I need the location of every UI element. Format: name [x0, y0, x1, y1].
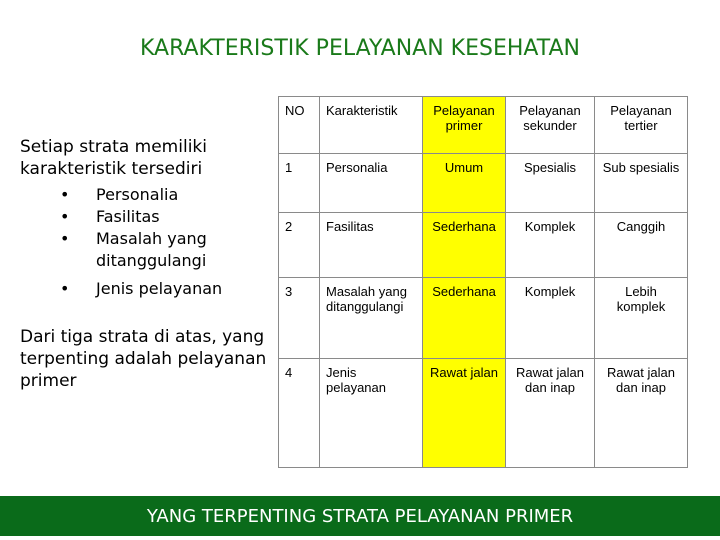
- bullet-label: Fasilitas: [96, 207, 160, 226]
- table-cell: Rawat jalan dan inap: [595, 359, 688, 468]
- footer-banner: [0, 496, 720, 536]
- bullet-label: Jenis pelayanan: [96, 279, 223, 298]
- table-cell: Canggih: [595, 213, 688, 278]
- table-row: [279, 154, 688, 213]
- intro-text: Setiap strata memiliki karakteristik tersediri: [20, 137, 207, 179]
- bullet-label: Personalia: [96, 185, 179, 204]
- characteristics-table: [278, 96, 688, 468]
- bullet-dot: •: [60, 207, 70, 226]
- left-text-block: [20, 136, 270, 392]
- table-cell: Lebih komplek: [595, 278, 688, 359]
- table-cell: Sub spesialis: [595, 154, 688, 213]
- table-cell: 3: [279, 278, 320, 359]
- header-cell: Pelayanan tertier: [595, 97, 688, 154]
- header-cell-highlight: Pelayanan primer: [423, 97, 506, 154]
- table-row: [279, 278, 688, 359]
- bullet-item: [20, 278, 270, 300]
- table-cell: Rawat jalan dan inap: [506, 359, 595, 468]
- table-row: [279, 213, 688, 278]
- header-cell: NO: [279, 97, 320, 154]
- table-cell-highlight: Sederhana: [423, 213, 506, 278]
- bullet-dot: •: [60, 279, 70, 298]
- table-cell: Spesialis: [506, 154, 595, 213]
- table-header-row: [279, 97, 688, 154]
- table-cell: Fasilitas: [320, 213, 423, 278]
- header-cell: Karakteristik: [320, 97, 423, 154]
- table-cell: Personalia: [320, 154, 423, 213]
- header-cell: Pelayanan sekunder: [506, 97, 595, 154]
- table-cell-highlight: Sederhana: [423, 278, 506, 359]
- closing-text: Dari tiga strata di atas, yang terpenting adalah pelayanan primer: [20, 327, 267, 391]
- slide-title: KARAKTERISTIK PELAYANAN KESEHATAN: [140, 36, 580, 61]
- bullet-dot: •: [60, 185, 70, 204]
- table-cell: Masalah yang ditanggulangi: [320, 278, 423, 359]
- table-cell: Jenis pelayanan: [320, 359, 423, 468]
- bullet-label: Masalah yang ditanggulangi: [96, 229, 207, 270]
- bullet-dot: •: [60, 229, 70, 248]
- table-cell: Komplek: [506, 213, 595, 278]
- table-cell-highlight: Umum: [423, 154, 506, 213]
- bullet-item: [20, 206, 270, 228]
- table-cell: 4: [279, 359, 320, 468]
- bullet-item: [20, 228, 270, 272]
- bullet-item: [20, 184, 270, 206]
- table-cell: Komplek: [506, 278, 595, 359]
- table-cell: 1: [279, 154, 320, 213]
- bullet-list: [20, 184, 270, 300]
- footer-text: YANG TERPENTING STRATA PELAYANAN PRIMER: [146, 505, 574, 527]
- table-row: [279, 359, 688, 468]
- table-cell-highlight: Rawat jalan: [423, 359, 506, 468]
- table-cell: 2: [279, 213, 320, 278]
